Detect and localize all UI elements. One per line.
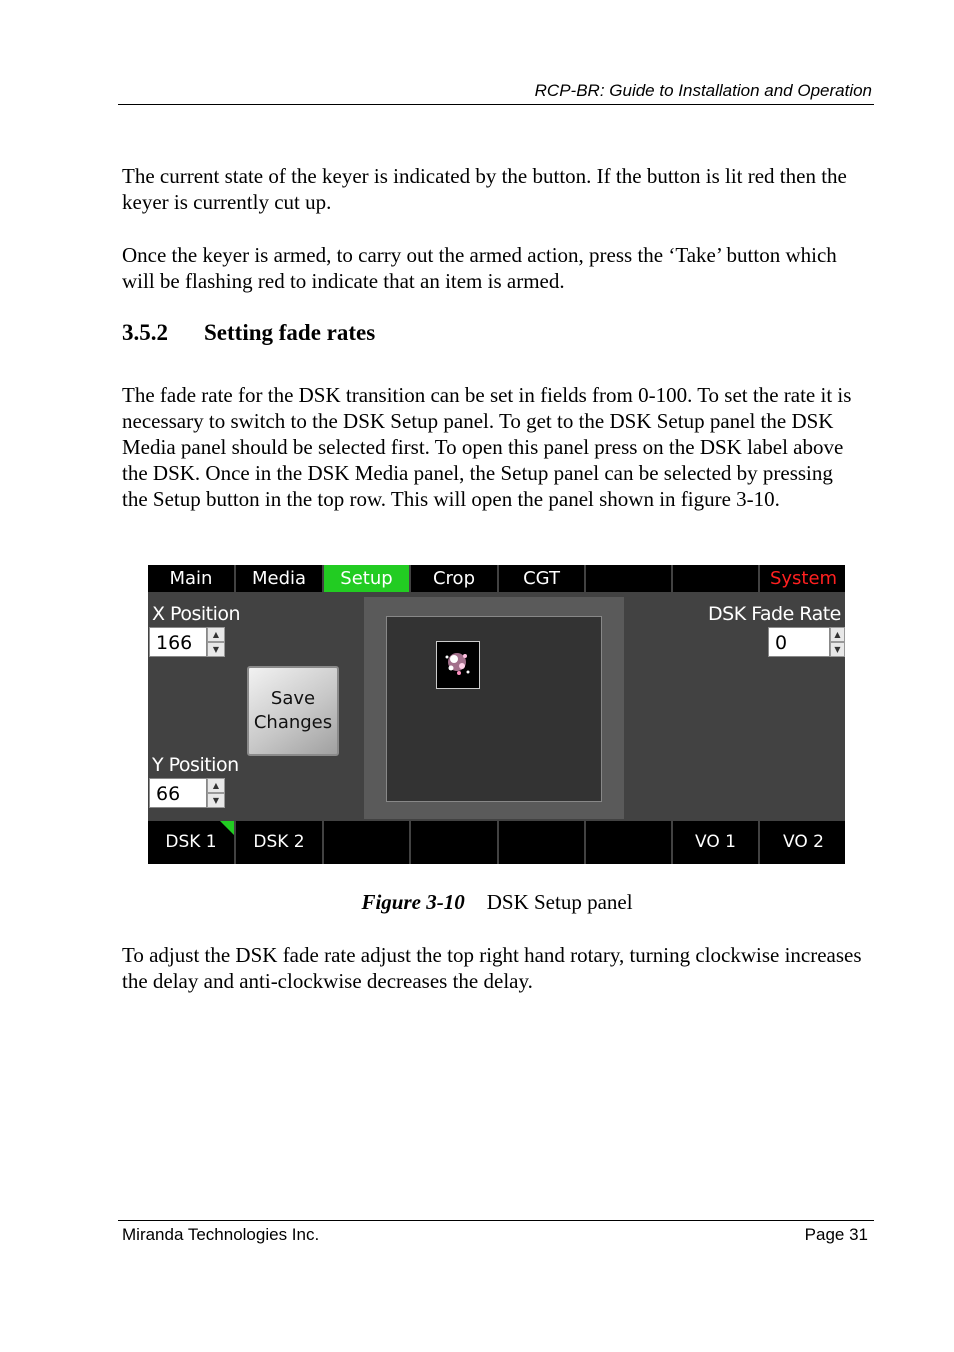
save-button-line1: Save: [270, 688, 316, 709]
preview-area: [364, 597, 624, 819]
preview-canvas[interactable]: [386, 616, 602, 802]
tab-vo2[interactable]: VO 2: [760, 821, 845, 864]
x-down-arrow-icon[interactable]: ▼: [207, 642, 225, 657]
tab-bottom-empty-1[interactable]: [324, 821, 409, 864]
x-position-spinbox[interactable]: [149, 627, 225, 657]
figure-caption: [0, 890, 954, 915]
tab-dsk1-label: DSK 1: [165, 832, 217, 852]
y-position-label: Y Position: [152, 754, 239, 776]
footer-company: Miranda Technologies Inc.: [122, 1225, 320, 1244]
y-position-arrows[interactable]: [207, 778, 225, 808]
key-thumbnail[interactable]: [436, 641, 480, 689]
fade-rate-spinbox[interactable]: [768, 627, 845, 657]
x-up-arrow-icon[interactable]: ▲: [207, 627, 225, 642]
running-footer: [118, 1220, 874, 1251]
tab-crop[interactable]: Crop: [411, 565, 497, 592]
section-title: Setting fade rates: [204, 320, 376, 345]
tab-bottom-empty-2[interactable]: [411, 821, 497, 864]
x-position-label: X Position: [152, 603, 241, 625]
fade-up-arrow-icon[interactable]: ▲: [830, 627, 845, 642]
tab-main[interactable]: Main: [148, 565, 234, 592]
fade-down-arrow-icon[interactable]: ▼: [830, 642, 845, 657]
tab-media[interactable]: Media: [236, 565, 322, 592]
fade-rate-value[interactable]: 0: [768, 627, 830, 657]
section-number: 3.5.2: [122, 320, 168, 345]
paragraph-keyer-state: The current state of the keyer is indicated by the button. If the button is lit red then the keyer is currently cut up.: [122, 164, 847, 214]
save-button-line2: Changes: [253, 712, 333, 733]
running-header: [118, 80, 874, 105]
tab-dsk1[interactable]: [148, 821, 234, 864]
dsk-fade-rate-label: DSK Fade Rate: [708, 603, 841, 625]
section-heading: [122, 320, 375, 346]
active-corner-icon: [220, 821, 234, 835]
top-tab-bar: [148, 565, 845, 592]
bottom-tab-bar: [148, 821, 845, 864]
tab-dsk2[interactable]: DSK 2: [236, 821, 322, 864]
tab-empty-2[interactable]: [673, 565, 758, 592]
tab-bottom-empty-3[interactable]: [499, 821, 584, 864]
paragraph-armed-action: Once the keyer is armed, to carry out the armed action, press the ‘Take’ button which will be flashing red to indicate that an item is armed.: [122, 243, 837, 293]
sparkle-thumbnail-icon: [437, 642, 479, 688]
figure-title: DSK Setup panel: [486, 890, 633, 914]
tab-system[interactable]: System: [760, 565, 845, 592]
dsk-setup-panel-screenshot: [148, 565, 845, 864]
paragraph-fade-rate: The fade rate for the DSK transition can be set in fields from 0-100. To set the rate it is necessary to switch to the DSK Setup panel. To get to the DSK Setup panel the DSK Media panel should be selected first. To open this panel press on the DSK label above the DSK. Once in the DSK Media panel, the Setup panel can be selected by pressing the Setup button in the top row. This will open the panel shown in figure 3-10.: [122, 383, 852, 511]
y-down-arrow-icon[interactable]: ▼: [207, 793, 225, 808]
tab-setup[interactable]: Setup: [324, 565, 409, 592]
y-position-spinbox[interactable]: [149, 778, 225, 808]
paragraph-adjust-fade: To adjust the DSK fade rate adjust the top right hand rotary, turning clockwise increases the delay and anti-clockwise decreases the delay.: [122, 943, 862, 993]
save-changes-button[interactable]: [247, 666, 339, 756]
y-position-value[interactable]: 66: [149, 778, 207, 808]
tab-empty-1[interactable]: [586, 565, 671, 592]
tab-cgt[interactable]: CGT: [499, 565, 584, 592]
tab-bottom-empty-4[interactable]: [586, 821, 671, 864]
footer-page-number: Page 31: [804, 1225, 868, 1244]
x-position-value[interactable]: 166: [149, 627, 207, 657]
fade-rate-arrows[interactable]: [830, 627, 845, 657]
figure-number: Figure 3-10: [361, 890, 465, 914]
tab-vo1[interactable]: VO 1: [673, 821, 758, 864]
x-position-arrows[interactable]: [207, 627, 225, 657]
y-up-arrow-icon[interactable]: ▲: [207, 778, 225, 793]
header-title: RCP-BR: Guide to Installation and Operation: [534, 81, 872, 100]
